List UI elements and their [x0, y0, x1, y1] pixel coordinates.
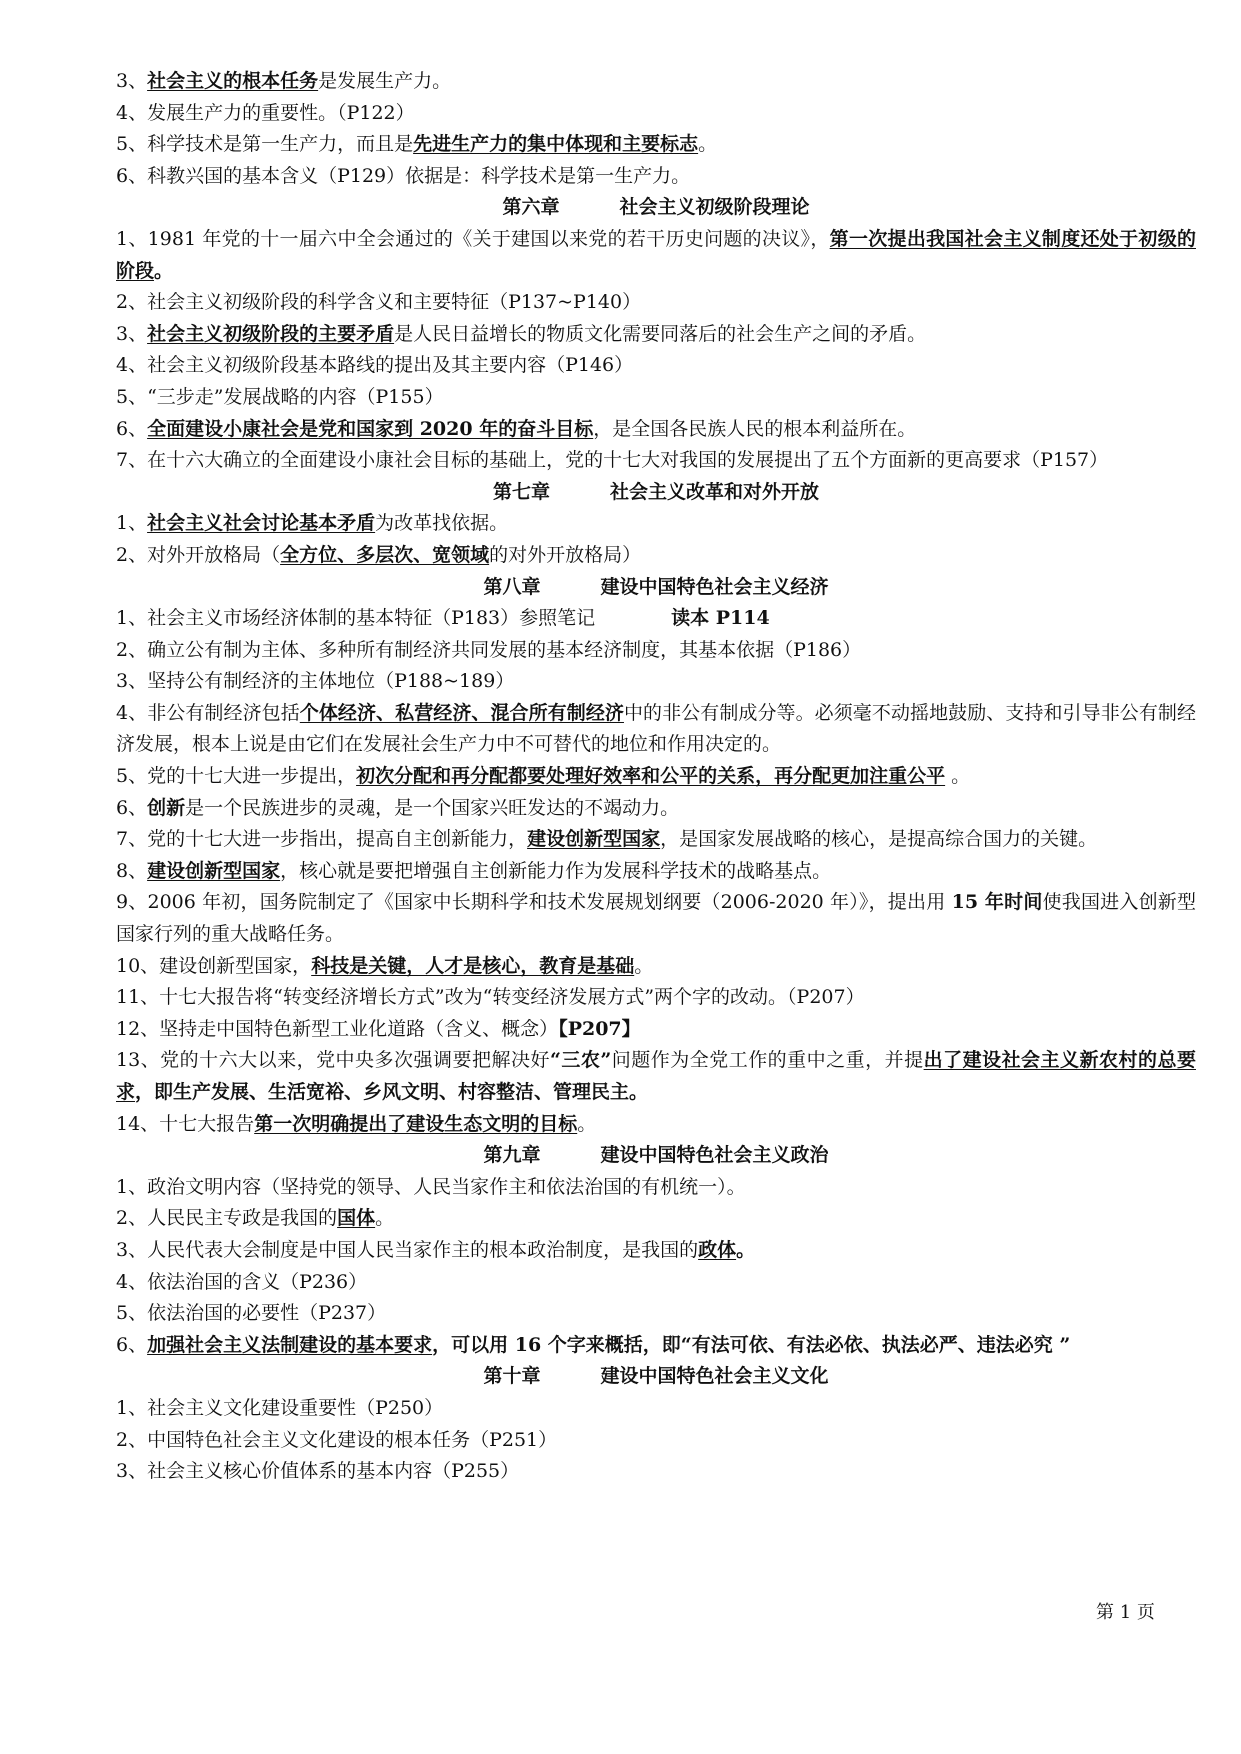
emphasis-text: 国体 [337, 1207, 376, 1230]
line-text: 2、社会主义初级阶段的科学含义和主要特征（P137~P140） [116, 291, 642, 314]
emphasis-text: 第一次明确提出了建设生态文明的目标 [254, 1112, 578, 1135]
line-text: 问题作为全党工作的重中之重，并提 [611, 1049, 924, 1072]
line-text: 5、依法治国的必要性（P237） [116, 1302, 387, 1325]
list-item [116, 951, 1196, 983]
line-text: 2、确立公有制为主体、多种所有制经济共同发展的基本经济制度，其基本依据（P186） [116, 638, 862, 661]
chapter-number: 第八章 [483, 575, 541, 598]
list-item-multiline [116, 1045, 1196, 1108]
line-text: 3、坚持公有制经济的主体地位（P188~189） [116, 670, 515, 693]
list-item [116, 129, 1196, 161]
line-text: 3、人民代表大会制度是中国人民当家作主的根本政治制度，是我国的 [116, 1238, 699, 1261]
line-text: 为改革找依据。 [375, 512, 509, 535]
line-text: 5、“三步走”发展战略的内容（P155） [116, 385, 444, 408]
line-text: 3、 [116, 70, 148, 92]
line-text: ，是国家发展战略的核心，是提高综合国力的关键。 [660, 828, 1098, 851]
chapter-heading [116, 477, 1196, 509]
emphasis-text: ，即生产发展、生活宽裕、乡风文明、村容整洁、管理民主。 [135, 1081, 649, 1103]
line-text: 1、1981 年党的十一届六中全会通过的《关于建国以来党的若干历史问题的决议》， [116, 227, 830, 250]
list-item [116, 98, 1196, 130]
line-text: 6、科教兴国的基本含义（P129）依据是：科学技术是第一生产力。 [116, 164, 691, 187]
list-item [116, 1014, 1196, 1046]
line-text: 。 [698, 133, 718, 156]
line-text: 7、党的十七大进一步指出，提高自主创新能力， [116, 828, 528, 851]
line-text: 是人民日益增长的物质文化需要同落后的社会生产之间的矛盾。 [394, 322, 927, 345]
emphasis-text: 社会主义的根本任务 [147, 70, 319, 92]
emphasis-text: 社会主义初级阶段的主要矛盾 [147, 322, 395, 345]
list-item [116, 1172, 1196, 1204]
emphasis-text: 政体 [698, 1238, 737, 1261]
list-item [116, 319, 1196, 351]
list-item [116, 1235, 1196, 1267]
list-item-multiline [116, 887, 1196, 950]
emphasis-text: 创新 [147, 796, 186, 819]
list-item [116, 761, 1196, 793]
line-text: 2、中国特色社会主义文化建设的根本任务（P251） [116, 1428, 558, 1451]
list-item [116, 66, 1196, 98]
page-number: 第 1 页 [1096, 1602, 1155, 1623]
emphasis-text: 个体经济、私营经济、混合所有制经济 [299, 701, 624, 724]
emphasis-text: 【P207】 [558, 1017, 641, 1040]
line-text: 1、社会主义文化建设重要性（P250） [116, 1396, 444, 1419]
line-text: 14、十七大报告 [116, 1112, 255, 1135]
line-text: ，是全国各民族人民的根本利益所在。 [593, 417, 917, 440]
chapter-number: 第七章 [492, 480, 550, 503]
chapter-number: 第九章 [483, 1144, 541, 1167]
line-text: 10、建设创新型国家， [116, 954, 312, 977]
emphasis-text: 建设创新型国家 [147, 859, 281, 882]
emphasis-text: 全面建设小康社会是党和国家到 2020 年的奋斗目标 [147, 417, 594, 440]
line-text: 13、党的十六大以来，党中央多次强调要把解决好 [116, 1049, 550, 1072]
line-text: 4、社会主义初级阶段基本路线的提出及其主要内容（P146） [116, 354, 634, 377]
line-text: 7、在十六大确立的全面建设小康社会目标的基础上，党的十七大对我国的发展提出了五个方面新的更高要求（P157） [116, 449, 1109, 472]
emphasis-text: 全方位、多层次、宽领域 [280, 543, 490, 566]
emphasis-text: 初次分配和再分配都要处理好效率和公平的关系，再分配更加注重公平 [356, 765, 946, 788]
emphasis-text: 出了建设社会主义新农村的总要求 [116, 1049, 1196, 1103]
line-text: 1、政治文明内容（坚持党的领导、人民当家作主和依法治国的有机统一）。 [116, 1175, 746, 1198]
line-text: 。 [577, 1112, 597, 1135]
line-text: 的对外开放格局） [489, 543, 642, 566]
list-item [116, 1109, 1196, 1141]
chapter-heading [116, 192, 1196, 224]
emphasis-text: 。 [154, 259, 174, 282]
list-item [116, 508, 1196, 540]
chapter-heading [116, 572, 1196, 604]
line-text: 8、 [116, 859, 148, 882]
line-text: 9、2006 年初，国务院制定了《国家中长期科学和技术发展规划纲要（2006-2020 年）》，提出用 [116, 891, 952, 914]
emphasis-text: 15 年时间 [951, 891, 1043, 914]
line-text: ，核心就是要把增强自主创新能力作为发展科学技术的战略基点。 [280, 859, 832, 882]
emphasis-text: 建设创新型国家 [527, 828, 661, 851]
list-item [116, 1298, 1196, 1330]
emphasis-text: 第一次提出我国社会主义制度还处于初级的阶段 [116, 227, 1196, 282]
list-item [116, 1393, 1196, 1425]
list-item [116, 793, 1196, 825]
list-item [116, 1456, 1196, 1488]
list-item [116, 1425, 1196, 1457]
list-item-multiline [116, 824, 1196, 856]
emphasis-text: 加强社会主义法制建设的基本要求 [147, 1333, 433, 1356]
list-item [116, 856, 1196, 888]
line-text: 11、十七大报告将“转变经济增长方式”改为“转变经济发展方式”两个字的改动。（P207） [116, 986, 865, 1009]
emphasis-text: 先进生产力的集中体现和主要标志 [413, 133, 699, 156]
document-body [116, 66, 1196, 1488]
line-text: 6、 [116, 796, 148, 819]
line-text: 。 [375, 1207, 395, 1230]
chapter-number: 第十章 [483, 1365, 541, 1388]
emphasis-text: 读本 P114 [671, 607, 770, 630]
line-text: 是一个民族进步的灵魂，是一个国家兴旺发达的不竭动力。 [185, 796, 680, 819]
line-text: 4、发展生产力的重要性。（P122） [116, 101, 415, 124]
list-item [116, 666, 1196, 698]
list-item [116, 382, 1196, 414]
list-item [116, 161, 1196, 193]
list-item [116, 287, 1196, 319]
list-item [116, 982, 1196, 1014]
line-text: 使我国进入创新型国家行列的重大战略任务。 [116, 891, 1196, 946]
chapter-number: 第六章 [502, 196, 560, 219]
list-item [116, 540, 1196, 572]
chapter-title: 建设中国特色社会主义经济 [600, 575, 829, 598]
emphasis-text: 科技是关键，人才是核心，教育是基础 [311, 954, 635, 977]
list-item [116, 414, 1196, 446]
list-item-multiline [116, 224, 1196, 287]
list-item [116, 1203, 1196, 1235]
list-item-multiline [116, 698, 1196, 761]
chapter-title: 建设中国特色社会主义政治 [600, 1144, 829, 1167]
list-item [116, 603, 1196, 635]
list-item [116, 635, 1196, 667]
line-text: 1、社会主义市场经济体制的基本特征（P183）参照笔记 [116, 607, 596, 630]
emphasis-text: ，可以用 16 个字来概括，即“有法可依、有法必依、执法必严、违法必究 ” [432, 1333, 1071, 1356]
line-text: 3、社会主义核心价值体系的基本内容（P255） [116, 1460, 520, 1483]
chapter-title: 社会主义初级阶段理论 [619, 196, 810, 219]
chapter-heading [116, 1361, 1196, 1393]
line-text: 是发展生产力。 [318, 70, 452, 92]
chapter-title: 社会主义改革和对外开放 [610, 480, 820, 503]
list-item [116, 1330, 1196, 1362]
emphasis-text: “三农” [549, 1049, 612, 1072]
chapter-heading [116, 1140, 1196, 1172]
line-text: 中的非公有制成分等。必须毫不动摇地鼓励、支持和引导非公有制经济发展，根本上说是由它们在发展社会生产力中不可替代的地位和作用决定的。 [116, 701, 1196, 756]
emphasis-text: 社会主义社会讨论基本矛盾 [147, 512, 376, 535]
line-text: 2、对外开放格局（ [116, 543, 281, 566]
line-text: 。 [945, 765, 971, 788]
line-text: 12、坚持走中国特色新型工业化道路（含义、概念） [116, 1017, 559, 1040]
line-text: 4、依法治国的含义（P236） [116, 1270, 368, 1293]
emphasis-text: 。 [736, 1238, 756, 1261]
line-text: 5、科学技术是第一生产力，而且是 [116, 133, 414, 156]
chapter-title: 建设中国特色社会主义文化 [600, 1365, 829, 1388]
line-text: 1、 [116, 512, 148, 535]
list-item [116, 1267, 1196, 1299]
line-text: 6、 [116, 1333, 148, 1356]
list-item [116, 350, 1196, 382]
line-text: 5、党的十七大进一步提出， [116, 765, 357, 788]
line-text: 。 [634, 954, 654, 977]
list-item-multiline [116, 445, 1196, 477]
line-text: 4、非公有制经济包括 [116, 701, 300, 724]
line-text: 3、 [116, 322, 148, 345]
line-text: 6、 [116, 417, 148, 440]
line-text: 2、人民民主专政是我国的 [116, 1207, 338, 1230]
